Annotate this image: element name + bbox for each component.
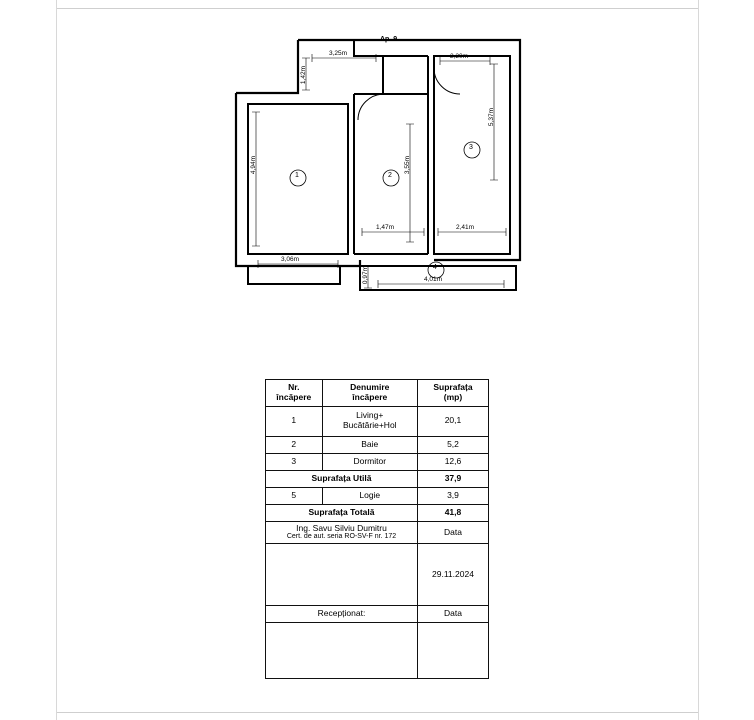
signature-cell (266, 544, 418, 606)
header-den-line2: încăpere (352, 391, 388, 402)
table-row-total (266, 504, 489, 521)
room-marker-1: 1 (295, 172, 299, 179)
header-supr-line1: Suprafața (433, 382, 473, 392)
dimension-balcony-depth: 0,97m (362, 266, 369, 285)
page-top-rule (57, 8, 698, 9)
dimension-left-room-width: 3,06m (281, 256, 300, 263)
row2-name: Baie (322, 436, 417, 453)
row2-area: 5,2 (417, 436, 488, 453)
row3-name: Dormitor (322, 453, 417, 470)
reception-row (266, 606, 489, 623)
apartment-label: Ap. 9 (380, 36, 398, 43)
row1-area: 20,1 (417, 406, 488, 436)
row5-area: 3,9 (417, 487, 488, 504)
floor-plan (228, 28, 528, 298)
reception-data-label: Data (417, 606, 488, 623)
reception-signature-cell (266, 623, 418, 679)
row1-name-line1: Living+ (356, 410, 384, 421)
row5-name: Logie (322, 487, 417, 504)
row3-nr: 3 (266, 453, 323, 470)
table-row-subtotal (266, 470, 489, 487)
dimension-top-right-width: 2,20m (450, 53, 469, 60)
total-label: Suprafața Totală (266, 504, 418, 521)
room-marker-2: 2 (388, 172, 392, 179)
dimension-bath-height: 3,55m (404, 156, 411, 175)
row3-area: 12,6 (417, 453, 488, 470)
engineer-cert: Cert. de aut. seria RO-SV-F nr. 172 (286, 533, 397, 541)
header-den-line1: Denumire (350, 382, 390, 392)
engineer-cell (266, 521, 418, 544)
header-supr-line2: (mp) (443, 391, 463, 402)
header-nr-line1: Nr. (288, 382, 300, 392)
reception-label: Recepționat: (266, 606, 418, 623)
page-left-margin-line (56, 0, 57, 720)
dimension-bedroom-height: 5,37m (488, 108, 495, 127)
subtotal-value: 37,9 (417, 470, 488, 487)
table-row (266, 436, 489, 453)
dimension-balcony-width: 4,01m (424, 276, 443, 283)
row1-name (322, 406, 417, 436)
reception-signature-row (266, 623, 489, 679)
table-header-row (266, 380, 489, 407)
row2-nr: 2 (266, 436, 323, 453)
dimension-left-room-height: 4,94m (250, 156, 257, 175)
room-marker-4: 4 (433, 264, 437, 271)
room-marker-3: 3 (469, 144, 473, 151)
page-bottom-rule (57, 712, 698, 713)
header-nr (266, 380, 323, 407)
reception-date-cell (417, 623, 488, 679)
row1-nr: 1 (266, 406, 323, 436)
engineer-name: Ing. Savu Silviu Dumitru (296, 522, 387, 533)
dimension-top-left-width: 3,25m (329, 50, 348, 57)
page-right-margin-line (698, 0, 699, 720)
row5-nr: 5 (266, 487, 323, 504)
subtotal-label: Suprafața Utilă (266, 470, 418, 487)
date-value: 29.11.2024 (417, 544, 488, 606)
engineer-data-label: Data (417, 521, 488, 544)
dimension-bedroom-width: 2,41m (456, 224, 475, 231)
table-row (266, 453, 489, 470)
table-row (266, 487, 489, 504)
engineer-row (266, 521, 489, 544)
total-value: 41,8 (417, 504, 488, 521)
header-suprafata (417, 380, 488, 407)
header-nr-line2: încăpere (276, 391, 312, 402)
signature-row (266, 544, 489, 606)
dimension-bath-width: 1,47m (376, 224, 395, 231)
dimension-top-left-depth: 1,42m (300, 66, 307, 85)
row1-name-line2: Bucătărie+Hol (342, 420, 397, 431)
header-denumire (322, 380, 417, 407)
table-row (266, 406, 489, 436)
room-schedule-table (265, 379, 489, 679)
